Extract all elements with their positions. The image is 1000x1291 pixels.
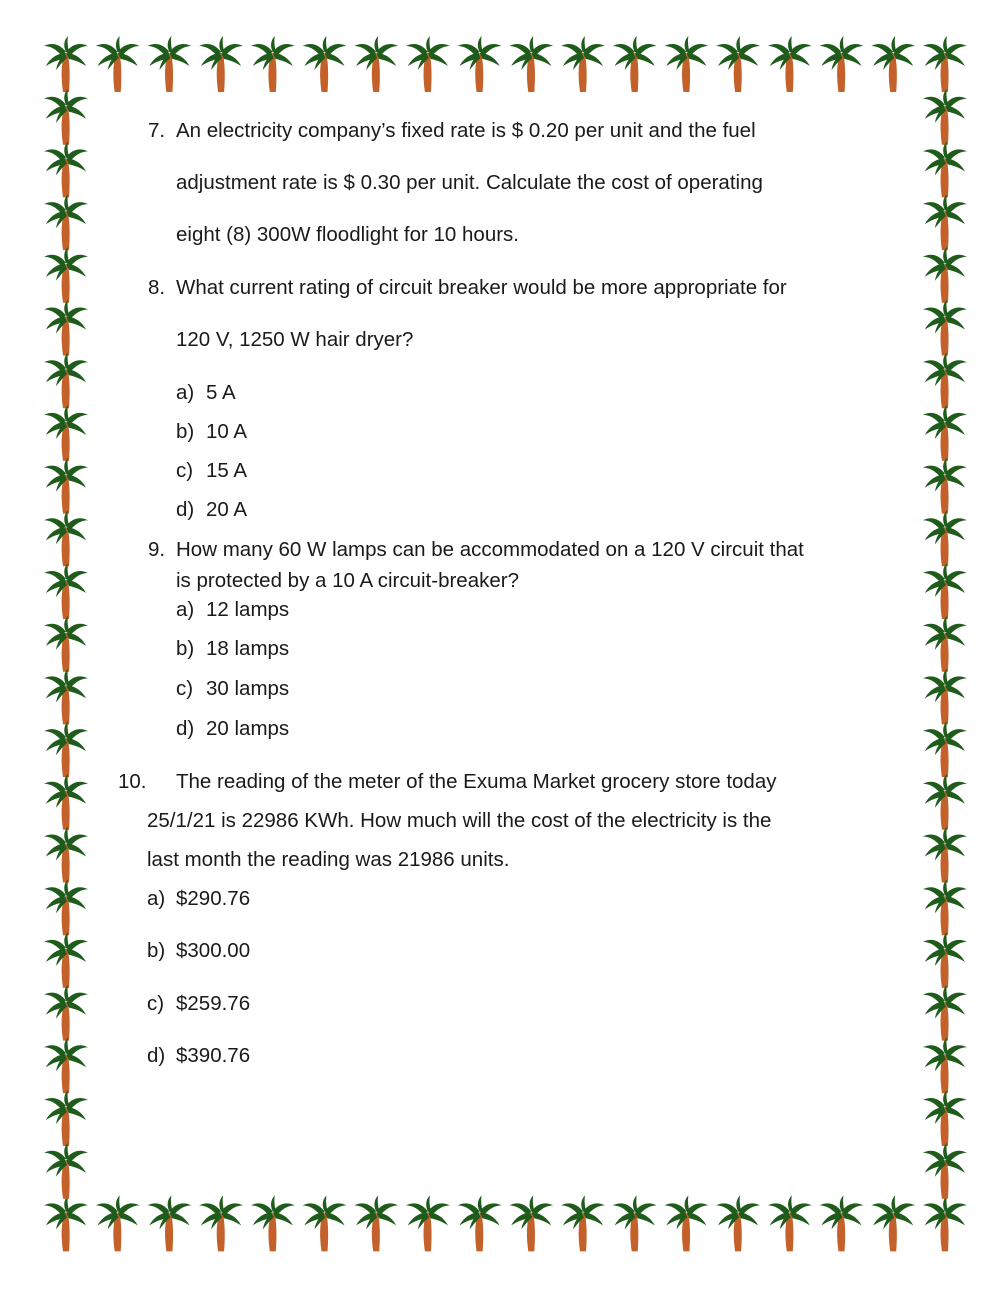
option-text: 5 A [206,381,236,404]
palm-tree-icon [199,1195,243,1251]
palm-tree-icon [303,1195,347,1251]
palm-tree-icon [44,1037,88,1093]
palm-tree-icon [923,932,967,988]
question-9-line: is protected by a 10 A circuit-breaker? [176,569,519,592]
question-8-number: 8. [148,276,166,299]
palm-tree-icon [923,616,967,672]
palm-tree-icon [923,194,967,250]
option-letter: c) [147,992,165,1015]
question-7-line: adjustment rate is $ 0.30 per unit. Calculate the cost of operating [176,171,763,194]
option-letter: d) [147,1044,166,1067]
palm-tree-icon [44,1090,88,1146]
question-8-line: 120 V, 1250 W hair dryer? [176,328,414,351]
option-letter: d) [176,498,195,521]
option-letter: c) [176,459,194,482]
option-text: 30 lamps [206,677,290,700]
palm-tree-icon [923,352,967,408]
palm-tree-icon [509,1195,553,1251]
palm-tree-icon [406,1195,450,1251]
palm-tree-icon [44,616,88,672]
question-7-line: eight (8) 300W floodlight for 10 hours. [176,223,519,246]
palm-tree-icon [923,563,967,619]
palm-tree-icon [199,36,243,92]
palm-tree-icon [923,405,967,461]
palm-tree-icon [613,36,657,92]
palm-tree-icon [716,1195,760,1251]
palm-tree-icon [44,510,88,566]
palm-tree-icon [509,36,553,92]
option-text: 12 lamps [206,598,290,621]
palm-tree-icon [923,89,967,145]
option-letter: b) [147,939,166,962]
palm-tree-icon [96,36,140,92]
question-10-line: The reading of the meter of the Exuma Market grocery store today [176,770,777,793]
palm-tree-icon [147,1195,191,1251]
palm-tree-icon [44,721,88,777]
palm-tree-icon [44,827,88,883]
palm-tree-icon [923,879,967,935]
palm-tree-icon [923,458,967,514]
palm-tree-icon [923,510,967,566]
palm-tree-icon [923,827,967,883]
palm-tree-icon [871,36,915,92]
palm-tree-icon [871,1195,915,1251]
palm-tree-icon [44,1143,88,1199]
palm-tree-icon [44,141,88,197]
palm-tree-icon [354,1195,398,1251]
palm-tree-icon [923,300,967,356]
palm-tree-icon [406,36,450,92]
option-letter: c) [176,677,194,700]
palm-tree-icon [561,1195,605,1251]
palm-tree-icon [923,141,967,197]
palm-tree-icon [458,1195,502,1251]
option-text: $300.00 [176,939,251,962]
palm-tree-icon [147,36,191,92]
palm-tree-icon [923,36,967,92]
palm-tree-icon [923,668,967,724]
option-letter: d) [176,717,195,740]
palm-tree-icon [923,985,967,1041]
option-letter: a) [176,598,195,621]
palm-tree-icon [44,352,88,408]
palm-tree-icon [923,1195,967,1251]
palm-tree-icon [303,36,347,92]
question-8-line: What current rating of circuit breaker would be more appropriate for [176,276,787,299]
question-9-number: 9. [148,538,166,561]
palm-tree-icon [923,774,967,830]
palm-tree-icon [923,1143,967,1199]
palm-tree-icon [768,1195,812,1251]
palm-tree-icon [251,1195,295,1251]
palm-tree-icon [44,405,88,461]
palm-tree-icon [923,721,967,777]
palm-tree-icon [96,1195,140,1251]
palm-tree-icon [44,774,88,830]
palm-tree-icon [44,247,88,303]
question-7-line: An electricity company’s fixed rate is $ 0.20 per unit and the fuel [176,119,756,142]
question-10-line: last month the reading was 21986 units. [147,848,510,871]
option-letter: b) [176,637,195,660]
palm-tree-icon [44,985,88,1041]
palm-tree-icon [354,36,398,92]
palm-tree-icon [44,879,88,935]
question-7-number: 7. [148,119,166,142]
option-text: 18 lamps [206,637,290,660]
palm-tree-icon [44,932,88,988]
option-text: 10 A [206,420,248,443]
option-text: $259.76 [176,992,251,1015]
palm-tree-icon [44,89,88,145]
palm-tree-icon [44,668,88,724]
palm-tree-icon [458,36,502,92]
question-9-line: How many 60 W lamps can be accommodated on a 120 V circuit that [176,538,804,561]
palm-tree-icon [820,1195,864,1251]
palm-tree-icon [44,194,88,250]
palm-tree-icon [44,300,88,356]
option-text: 15 A [206,459,248,482]
palm-tree-icon [768,36,812,92]
palm-tree-icon [664,36,708,92]
palm-tree-icon [44,458,88,514]
option-letter: b) [176,420,195,443]
option-text: 20 lamps [206,717,290,740]
palm-tree-icon [251,36,295,92]
question-10-line: 25/1/21 is 22986 KWh. How much will the cost of the electricity is the [147,809,772,832]
palm-tree-icon [923,1090,967,1146]
palm-tree-icon [44,1195,88,1251]
palm-tree-icon [44,36,88,92]
question-10-number: 10. [118,770,147,793]
palm-tree-icon [561,36,605,92]
palm-tree-icon [716,36,760,92]
option-text: $290.76 [176,887,251,910]
palm-tree-icon [44,563,88,619]
option-text: $390.76 [176,1044,251,1067]
palm-tree-icon [664,1195,708,1251]
palm-tree-icon [923,1037,967,1093]
option-letter: a) [147,887,166,910]
palm-tree-icon [923,247,967,303]
palm-tree-icon [613,1195,657,1251]
option-letter: a) [176,381,195,404]
option-text: 20 A [206,498,248,521]
palm-tree-icon [820,36,864,92]
